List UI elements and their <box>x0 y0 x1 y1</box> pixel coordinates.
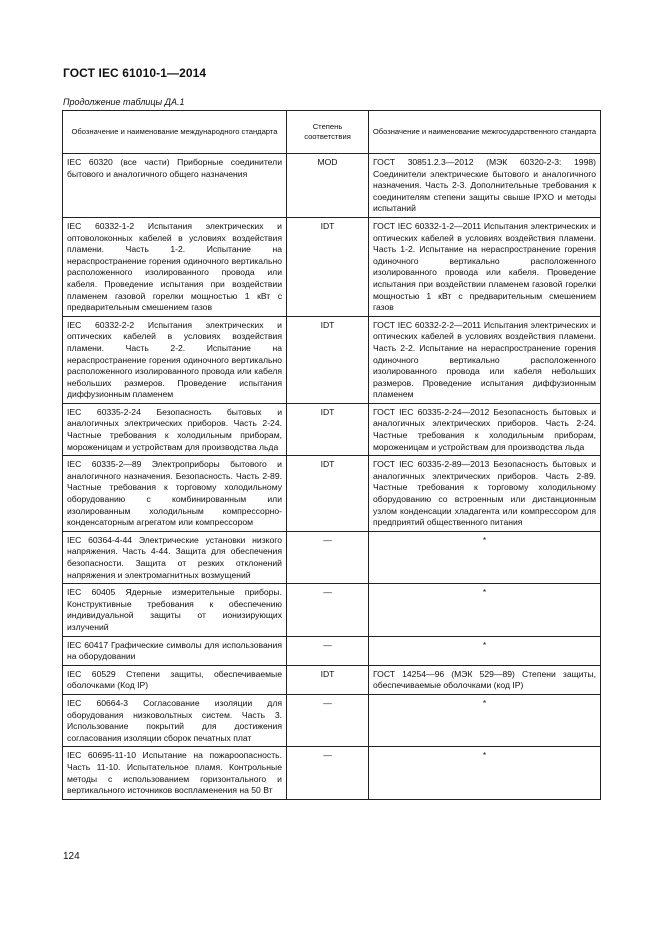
interstate-standard-cell: ГОСТ IEC 60335-2-24—2012 Безопасность бытовых и аналогичных электрических приборов. Часть 2-24. Частные требования к холодильным приборам, мороженицам и устройствам для производства льда <box>369 403 601 455</box>
international-standard-cell: IEC 60417 Графические символы для использования на оборудовании <box>63 636 287 665</box>
international-standard-cell: IEC 60664-3 Согласование изоляции для оборудования низковольтных систем. Часть 3. Использование покрытий для достижения согласования изоляции сборок печатных плат <box>63 694 287 746</box>
interstate-standard-cell: ГОСТ IEC 60335-2-89—2013 Безопасность бытовых и аналогичных электрических приборов. Часть 2-89. Частные требования к торговому холодильному оборудованию со встроенным или дистанционным узлом конденсации хладагента или компрессором для предприятий общественного питания <box>369 456 601 532</box>
table-row <box>63 665 601 694</box>
international-standard-cell: IEC 60529 Степени защиты, обеспечиваемые оболочками (Код IP) <box>63 665 287 694</box>
international-standard-cell: IEC 60695-11-10 Испытание на пожароопасность. Часть 11-10. Испытательное пламя. Контрольные методы с использованием горизонтального и вертикального источников воспламенения на 50 Вт <box>63 747 287 799</box>
degree-cell: IDT <box>287 456 369 532</box>
column-header-interstate: Обозначение и наименование межгосударственного стандарта <box>369 111 601 154</box>
column-header-degree: Степень соответствия <box>287 111 369 154</box>
interstate-standard-cell: ГОСТ IEC 60332-2-2—2011 Испытания электрических и оптических кабелей в условиях воздействия пламени. Часть 2-2. Испытание на нераспространение горения одиночного вертикально расположенного изолированного провода или кабеля небольших размеров. Проведение испытания диффузионным пламенем <box>369 316 601 403</box>
table-caption: Продолжение таблицы ДА.1 <box>63 97 185 107</box>
table-row <box>63 456 601 532</box>
document-title: ГОСТ IEC 61010-1—2014 <box>63 66 207 80</box>
international-standard-cell: IEC 60332-2-2 Испытания электрических и оптических кабелей в условиях воздействия пламени. Часть 2-2. Испытание на нераспространение горения одиночного вертикально расположенного изолированного провода или кабеля небольших размеров. Проведение испытания диффузионным пламенем <box>63 316 287 403</box>
table-row <box>63 636 601 665</box>
degree-cell: IDT <box>287 217 369 316</box>
degree-cell: — <box>287 747 369 799</box>
table-row <box>63 747 601 799</box>
column-header-international: Обозначение и наименование международного стандарта <box>63 111 287 154</box>
table-row <box>63 694 601 746</box>
degree-cell: — <box>287 694 369 746</box>
international-standard-cell: IEC 60335-2-24 Безопасность бытовых и аналогичных электрических приборов. Часть 2-24. Частные требования к холодильным приборам, мороженицам и устройствам для производства льда <box>63 403 287 455</box>
table-header-row <box>63 111 601 154</box>
interstate-standard-cell: ГОСТ IEC 60332-1-2—2011 Испытания электрических и оптических кабелей в условиях воздействия пламени. Часть 1-2. Испытание на нераспространение горения одиночного вертикально расположенного изолированного провода или кабеля. Проведение испытания при воздействии пламенем газовой горелки мощностью 1 кВт с предварительным смешением газов <box>369 217 601 316</box>
interstate-standard-cell: * <box>369 694 601 746</box>
interstate-standard-cell: * <box>369 584 601 636</box>
degree-cell: — <box>287 531 369 583</box>
international-standard-cell: IEC 60364-4-44 Электрические установки низкого напряжения. Часть 4-44. Защита для обеспечения безопасности. Защита от резких отклонений напряжения и электромагнитных возмущений <box>63 531 287 583</box>
interstate-standard-cell: ГОСТ 30851.2.3—2012 (МЭК 60320-2-3: 1998) Соединители электрические бытового и аналогичного назначения. Часть 2-3. Дополнительные требования к соединителям степени защиты свыше IPXO и методы испытаний <box>369 154 601 218</box>
table-row <box>63 403 601 455</box>
table-row <box>63 584 601 636</box>
table-row <box>63 531 601 583</box>
interstate-standard-cell: * <box>369 747 601 799</box>
international-standard-cell: IEC 60335-2—89 Электроприборы бытового и аналогичного назначения. Безопасность. Часть 2-89. Частные требования к торговому холодильному оборудованию с комбинированным или изолированным холодильным компрессорно-конденсаторным агрегатом или компрессором <box>63 456 287 532</box>
degree-cell: IDT <box>287 665 369 694</box>
degree-cell: IDT <box>287 316 369 403</box>
interstate-standard-cell: * <box>369 531 601 583</box>
degree-cell: — <box>287 584 369 636</box>
table-row <box>63 154 601 218</box>
interstate-standard-cell: * <box>369 636 601 665</box>
international-standard-cell: IEC 60320 (все части) Приборные соединители бытового и аналогичного общего назначения <box>63 154 287 218</box>
interstate-standard-cell: ГОСТ 14254—96 (МЭК 529—89) Степени защиты, обеспечиваемые оболочками (код IP) <box>369 665 601 694</box>
standards-table <box>62 110 601 800</box>
page-number: 124 <box>63 851 80 862</box>
international-standard-cell: IEC 60332-1-2 Испытания электрических и оптоволоконных кабелей в условиях воздействия пламени. Часть 1-2. Испытание на нераспространение горения одиночного вертикально расположенного изолированного провода или кабеля. Проведение испытания при воздействии пламенем газовой горелки мощностью 1 кВт с предварительным смешением газов <box>63 217 287 316</box>
degree-cell: — <box>287 636 369 665</box>
degree-cell: IDT <box>287 403 369 455</box>
degree-cell: MOD <box>287 154 369 218</box>
international-standard-cell: IEC 60405 Ядерные измерительные приборы. Конструктивные требования к обеспечению индивидуальной защиты от ионизирующих излучений <box>63 584 287 636</box>
table-row <box>63 217 601 316</box>
table-row <box>63 316 601 403</box>
